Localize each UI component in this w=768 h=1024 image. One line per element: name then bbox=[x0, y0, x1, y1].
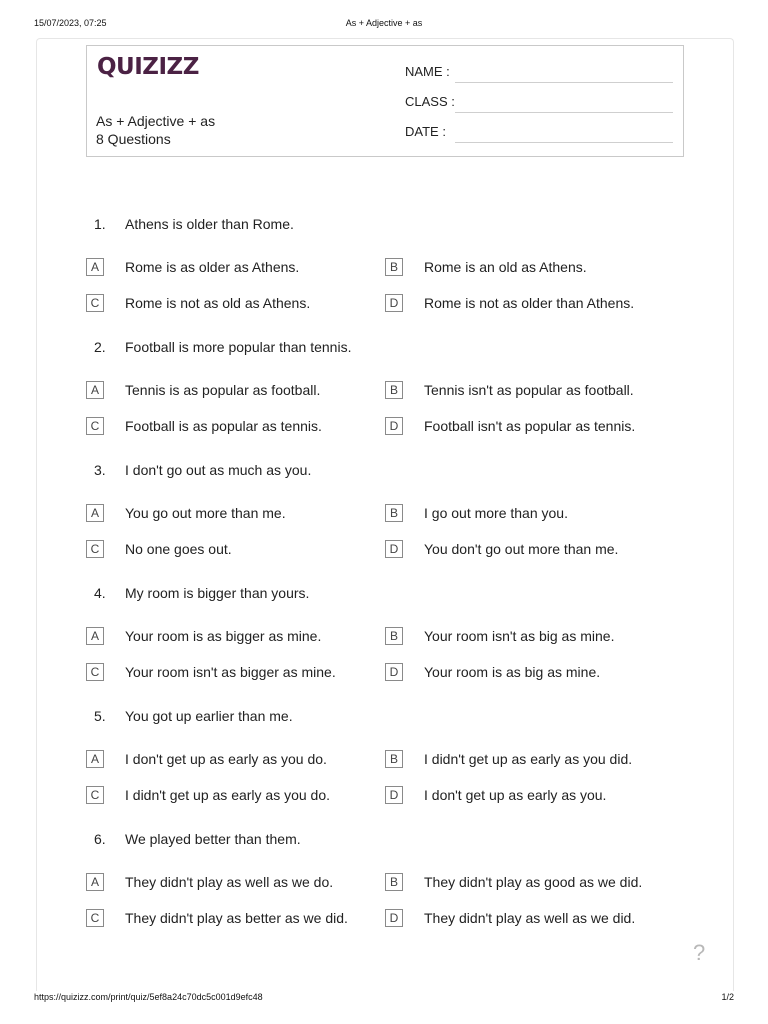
option-text: Your room is as big as mine. bbox=[424, 664, 601, 680]
name-label: NAME : bbox=[405, 64, 450, 79]
option-text: Football is as popular as tennis. bbox=[125, 418, 322, 434]
answer-option-a[interactable] bbox=[86, 873, 376, 893]
option-text: Rome is an old as Athens. bbox=[424, 259, 587, 275]
option-text: They didn't play as good as we did. bbox=[424, 874, 643, 890]
print-footer bbox=[0, 992, 768, 1006]
answer-option-b[interactable] bbox=[385, 873, 675, 893]
question-number: 2. bbox=[94, 339, 106, 355]
print-page-title: As + Adjective + as bbox=[345, 18, 423, 28]
question-count: 8 Questions bbox=[96, 131, 171, 147]
option-letter-box: C bbox=[86, 540, 104, 558]
option-letter-box: B bbox=[385, 381, 403, 399]
option-letter-box: C bbox=[86, 786, 104, 804]
option-letter-box: C bbox=[86, 417, 104, 435]
option-letter-box: B bbox=[385, 627, 403, 645]
option-text: Tennis is as popular as football. bbox=[125, 382, 321, 398]
question-number: 5. bbox=[94, 708, 106, 724]
answer-option-a[interactable] bbox=[86, 504, 376, 524]
option-text: Rome is as older as Athens. bbox=[125, 259, 300, 275]
option-text: I didn't get up as early as you did. bbox=[424, 751, 633, 767]
print-header bbox=[0, 18, 768, 32]
option-letter-box: D bbox=[385, 540, 403, 558]
question-text: My room is bigger than yours. bbox=[125, 585, 310, 601]
option-text: Your room isn't as big as mine. bbox=[424, 628, 615, 644]
option-letter-box: A bbox=[86, 381, 104, 399]
answer-option-c[interactable] bbox=[86, 417, 376, 437]
answer-option-c[interactable] bbox=[86, 294, 376, 314]
answer-option-d[interactable] bbox=[385, 786, 675, 806]
question-number: 6. bbox=[94, 831, 106, 847]
option-text: I didn't get up as early as you do. bbox=[125, 787, 331, 803]
print-url: https://quizizz.com/print/quiz/5ef8a24c70dc5c001d9efc48 bbox=[34, 992, 263, 1002]
question-number: 1. bbox=[94, 216, 106, 232]
answer-option-b[interactable] bbox=[385, 381, 675, 401]
answer-option-a[interactable] bbox=[86, 381, 376, 401]
question-number: 3. bbox=[94, 462, 106, 478]
class-label: CLASS : bbox=[405, 94, 455, 109]
answer-option-b[interactable] bbox=[385, 627, 675, 647]
option-letter-box: A bbox=[86, 627, 104, 645]
answer-option-d[interactable] bbox=[385, 909, 675, 929]
answer-option-d[interactable] bbox=[385, 294, 675, 314]
option-text: Your room isn't as bigger as mine. bbox=[125, 664, 336, 680]
option-letter-box: B bbox=[385, 504, 403, 522]
answer-option-d[interactable] bbox=[385, 417, 675, 437]
date-field-line bbox=[455, 142, 673, 143]
answer-option-c[interactable] bbox=[86, 540, 376, 560]
option-letter-box: B bbox=[385, 258, 403, 276]
quiz-title: As + Adjective + as bbox=[96, 113, 216, 129]
option-text: I go out more than you. bbox=[424, 505, 568, 521]
question-text: You got up earlier than me. bbox=[125, 708, 293, 724]
option-text: Your room is as bigger as mine. bbox=[125, 628, 322, 644]
option-text: Football isn't as popular as tennis. bbox=[424, 418, 636, 434]
help-question-icon[interactable]: ? bbox=[693, 940, 706, 965]
answer-option-b[interactable] bbox=[385, 750, 675, 770]
answer-option-a[interactable] bbox=[86, 627, 376, 647]
option-letter-box: D bbox=[385, 786, 403, 804]
option-text: They didn't play as well as we did. bbox=[424, 910, 636, 926]
print-page-number: 1/2 bbox=[721, 992, 734, 1002]
answer-option-c[interactable] bbox=[86, 909, 376, 929]
option-text: No one goes out. bbox=[125, 541, 232, 557]
question-text: I don't go out as much as you. bbox=[125, 462, 312, 478]
option-text: I don't get up as early as you do. bbox=[125, 751, 327, 767]
answer-option-b[interactable] bbox=[385, 504, 675, 524]
option-text: You go out more than me. bbox=[125, 505, 286, 521]
answer-option-a[interactable] bbox=[86, 750, 376, 770]
name-field-line bbox=[455, 82, 673, 83]
option-letter-box: A bbox=[86, 750, 104, 768]
quizizz-logo: QUIZIZZ bbox=[97, 54, 199, 80]
answer-option-c[interactable] bbox=[86, 786, 376, 806]
question-text: Athens is older than Rome. bbox=[125, 216, 294, 232]
option-letter-box: B bbox=[385, 873, 403, 891]
date-label: DATE : bbox=[405, 124, 446, 139]
option-letter-box: D bbox=[385, 909, 403, 927]
option-letter-box: C bbox=[86, 909, 104, 927]
option-text: They didn't play as better as we did. bbox=[125, 910, 348, 926]
option-letter-box: B bbox=[385, 750, 403, 768]
option-letter-box: A bbox=[86, 873, 104, 891]
answer-option-d[interactable] bbox=[385, 540, 675, 560]
class-field-line bbox=[455, 112, 673, 113]
quiz-header-box bbox=[86, 45, 684, 157]
option-letter-box: D bbox=[385, 417, 403, 435]
option-text: Rome is not as older than Athens. bbox=[424, 295, 635, 311]
option-text: They didn't play as well as we do. bbox=[125, 874, 334, 890]
option-letter-box: A bbox=[86, 504, 104, 522]
option-letter-box: C bbox=[86, 294, 104, 312]
answer-option-c[interactable] bbox=[86, 663, 376, 683]
question-text: Football is more popular than tennis. bbox=[125, 339, 352, 355]
answer-option-d[interactable] bbox=[385, 663, 675, 683]
option-text: Tennis isn't as popular as football. bbox=[424, 382, 634, 398]
answer-option-b[interactable] bbox=[385, 258, 675, 278]
option-letter-box: D bbox=[385, 294, 403, 312]
print-datetime: 15/07/2023, 07:25 bbox=[34, 18, 107, 28]
option-letter-box: A bbox=[86, 258, 104, 276]
option-letter-box: C bbox=[86, 663, 104, 681]
option-text: You don't go out more than me. bbox=[424, 541, 619, 557]
option-text: Rome is not as old as Athens. bbox=[125, 295, 311, 311]
option-text: I don't get up as early as you. bbox=[424, 787, 607, 803]
question-number: 4. bbox=[94, 585, 106, 601]
question-text: We played better than them. bbox=[125, 831, 301, 847]
option-letter-box: D bbox=[385, 663, 403, 681]
answer-option-a[interactable] bbox=[86, 258, 376, 278]
